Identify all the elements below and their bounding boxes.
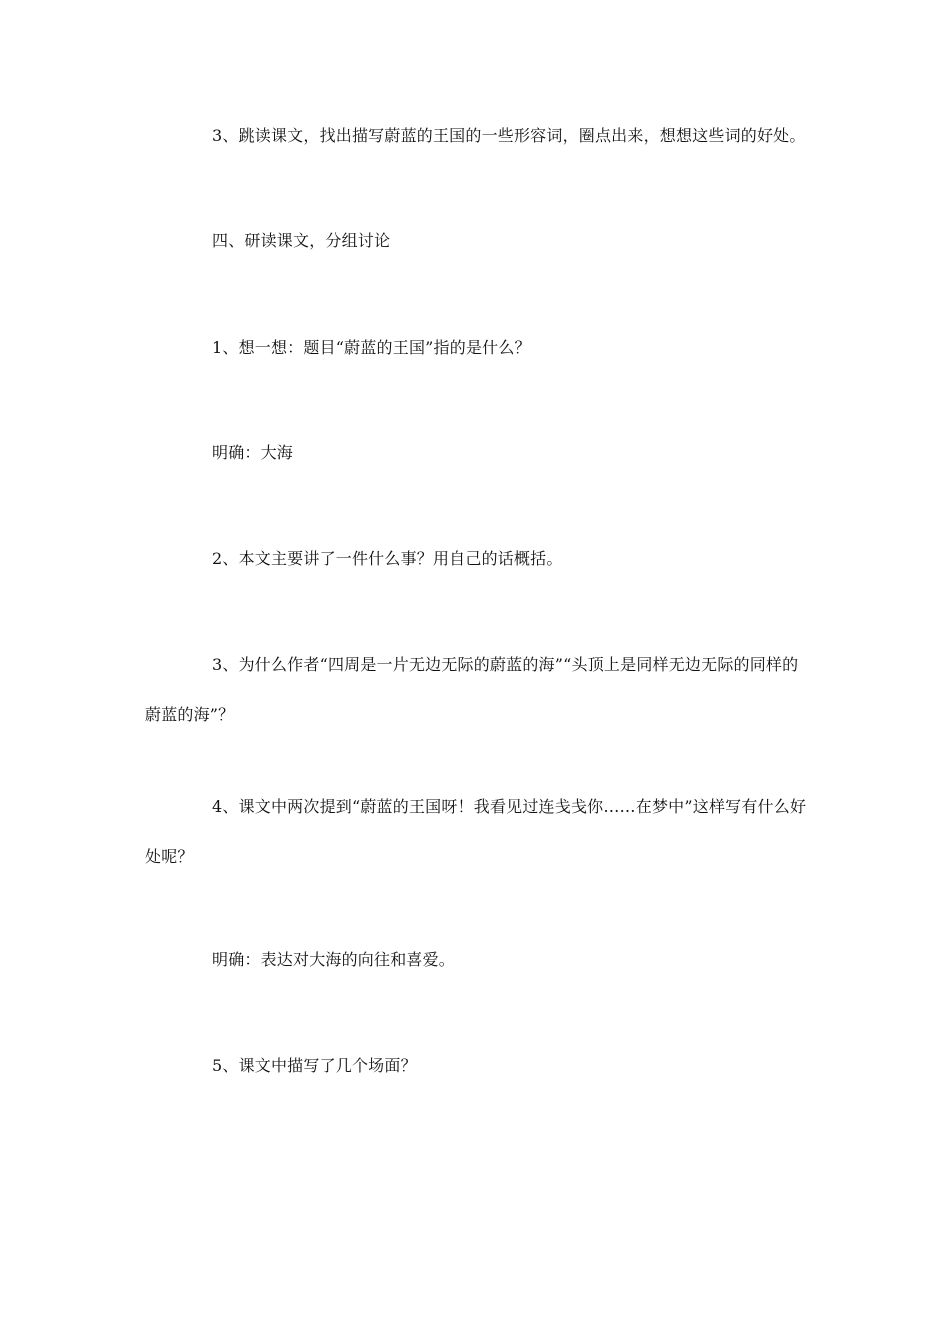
question-title-meaning: 1、想一想：题目“蔚蓝的王国”指的是什么？ [212, 338, 531, 357]
answer-sea: 明确：大海 [212, 443, 294, 462]
question-blue-sea-description: 3、为什么作者“四周是一片无边无际的蔚蓝的海”“头顶上是同样无边无际的同样的蔚蓝的海”？ [145, 655, 799, 724]
section-heading-study-discussion: 四、研读课文，分组讨论 [212, 231, 391, 250]
question-repeated-phrase: 4、课文中两次提到“蔚蓝的王国呀！我看见过连戋戋你……在梦中”这样写有什么好处呢？ [145, 797, 807, 866]
paragraph-skim-reading-task: 3、跳读课文，找出描写蔚蓝的王国的一些形容词，圈点出来，想想这些词的好处。 [212, 126, 806, 145]
answer-longing-for-sea: 明确：表达对大海的向往和喜爱。 [212, 950, 456, 969]
question-main-event: 2、本文主要讲了一件什么事？用自己的话概括。 [212, 549, 563, 568]
question-number-of-scenes: 5、课文中描写了几个场面？ [212, 1056, 417, 1075]
